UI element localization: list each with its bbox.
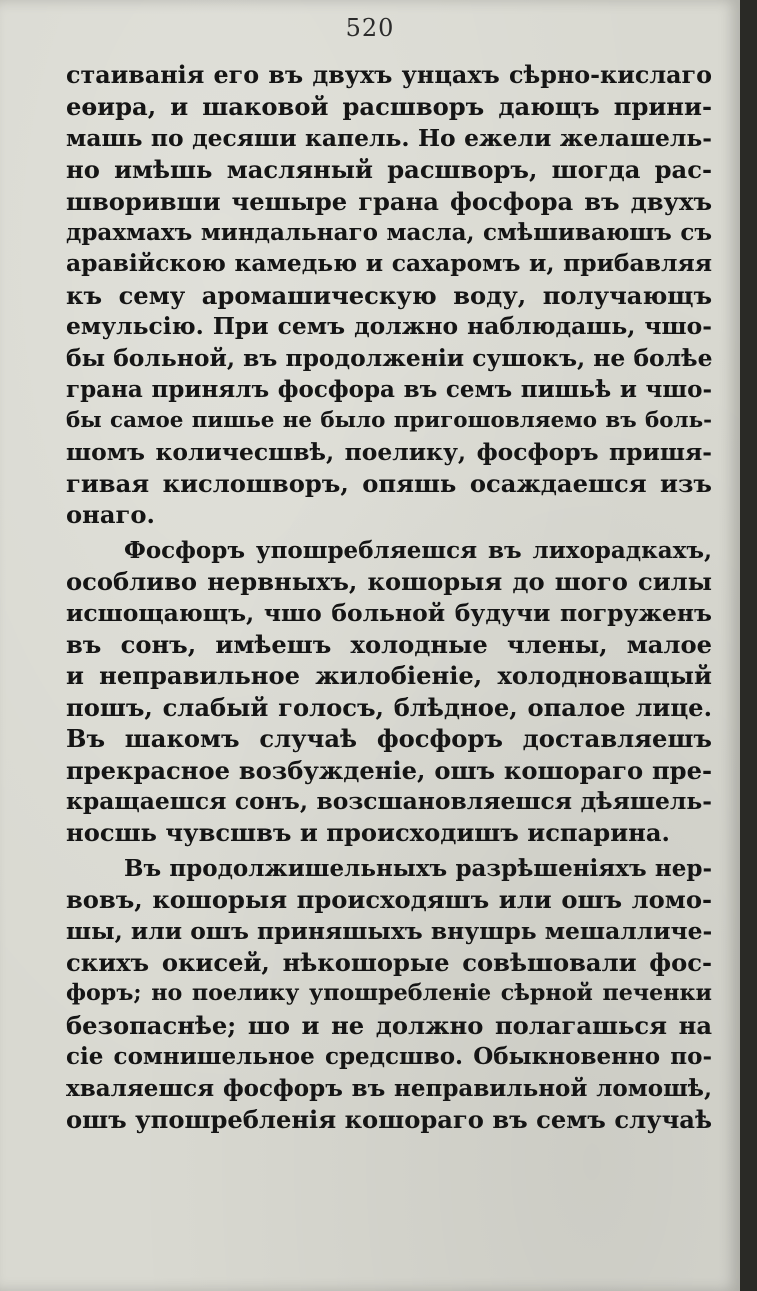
text-line: ошъ упошребленія кошораго въ семъ случаѣ	[66, 1104, 712, 1134]
text-line: особливо нервныхъ, кошорыя до шого силы	[66, 567, 712, 597]
text-line: безопаснѣе; шо и не должно полагашься на	[66, 1010, 712, 1040]
text-line: кращаешся сонъ, возсшановляешся дѣяшель-	[66, 786, 712, 815]
text-line: сіе сомнишельное средсшво. Обыкновенно по-	[66, 1043, 712, 1071]
text-line: онаго.	[66, 500, 155, 530]
text-line: емульсію. При семъ должно наблюдашь, чшо-	[66, 312, 712, 341]
text-line: въ сонъ, имѣешъ холодные члены, малое	[66, 630, 712, 660]
text-line: стаиванія его въ двухъ унцахъ сѣрно-кислаго	[66, 61, 712, 89]
text-line: къ сему аромашическую воду, получающъ	[66, 280, 712, 310]
text-line: хваляешся фосфоръ въ неправильной ломошѣ,	[66, 1074, 712, 1102]
text-line: грана принялъ фосфора въ семъ пишьѣ и чшо-	[66, 375, 712, 403]
text-line: аравійскою камедью и сахаромъ и, прибавляя	[66, 249, 712, 278]
text-line: Въ шакомъ случаѣ фосфоръ доставляешъ	[66, 724, 712, 754]
text-line: носшь чувсшвъ и происходишъ испарина.	[66, 818, 670, 848]
text-line: вовъ, кошорыя происходяшъ или ошъ ломо-	[66, 885, 712, 915]
paragraph-1	[66, 60, 712, 531]
text-line: шворивши чешыре грана фосфора въ двухъ	[66, 186, 712, 216]
text-line: бы самое пишье не было пригошовляемо въ боль-	[66, 408, 712, 434]
text-line: драхмахъ миндальнаго масла, смѣшиваюшъ съ	[66, 218, 712, 246]
text-line: прекрасное возбужденіе, ошъ кошораго пре-	[66, 755, 712, 785]
text-line: но имѣшь масляный расшворъ, шогда рас-	[66, 155, 712, 185]
text-line: скихъ окисей, нѣкошорые совѣшовали фос-	[66, 947, 712, 977]
text-line: машь по десяши капель. Но ежели желашель-	[66, 123, 712, 152]
text-line: и неправильное жилобіеніе, холодноващый	[66, 661, 712, 691]
text-line: исшощающъ, чшо больной будучи погруженъ	[66, 598, 712, 627]
text-line: еѳира, и шаковой расшворъ дающъ прини-	[66, 92, 712, 122]
text-line: бы больной, въ продолженіи сушокъ, не болѣе	[66, 343, 713, 372]
paragraph-3	[66, 853, 712, 1136]
text-line: шомъ количесшвѣ, поелику, фосфоръ пришя-	[66, 437, 712, 466]
text-line: Въ продолжишельныхъ разрѣшеніяхъ нер-	[124, 854, 712, 882]
text-line: форъ; но поелику упошребленіе сѣрной печенки	[66, 980, 712, 1007]
page-number: 520	[345, 14, 395, 42]
text-line: пошъ, слабый голосъ, блѣдное, опалое лице.	[66, 692, 712, 722]
body-text	[66, 60, 712, 1135]
text-line: Фосфоръ упошребляешся въ лихорадкахъ,	[124, 536, 712, 564]
text-line: гивая кислошворъ, опяшь осаждаешся изъ	[66, 469, 712, 499]
paragraph-2	[66, 535, 712, 849]
text-line: шы, или ошъ приняшыхъ внушрь мешалличе-	[66, 916, 713, 945]
